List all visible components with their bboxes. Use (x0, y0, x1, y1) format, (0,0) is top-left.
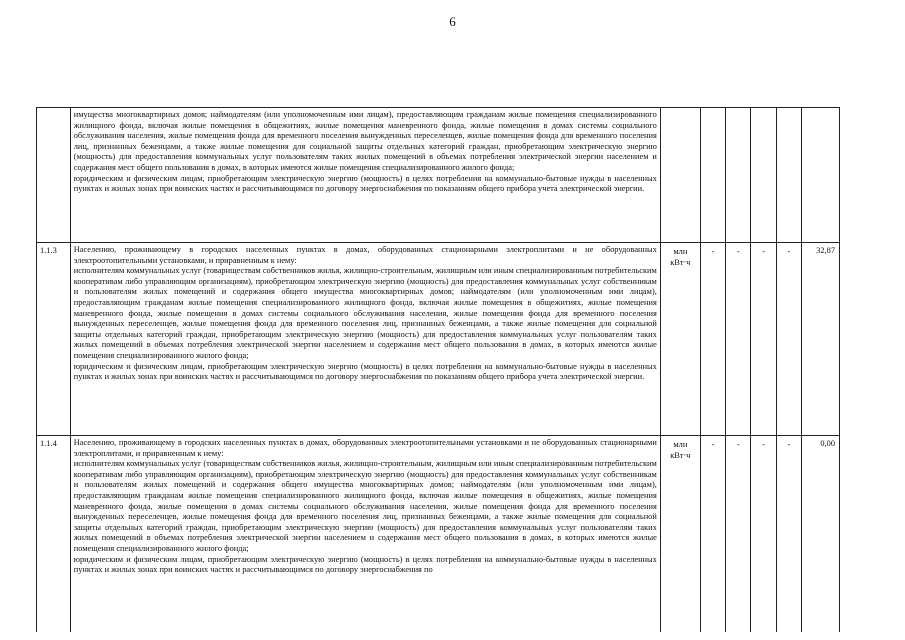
value-cell: - (700, 243, 725, 436)
description-paragraph: юридическим и физическим лицам, приобретающим электрическую энергию (мощность) в целях потребления на коммунально-бытовые нужды в населенных пунктах и жилых зонах при воинских частях и рассчитывающимся по договору энергоснабжения по (73, 554, 657, 575)
row-number (37, 108, 71, 243)
value-cell: - (726, 243, 751, 436)
description-paragraph: исполнителям коммунальных услуг (товариществам собственников жилья, жилищно-строительным, жилищным или иным специализированным потребительским кооперативам либо управляющим организациям), приобретающим электрическую энергию (мощность) для предоставления коммунальных услуг собственникам и пользователям жилых помещений и содержания общего имущества многоквартирных домов; наймодателям (или уполномоченным ими лицам), предоставляющим гражданам жилые помещения специализированного жилищного фонда, включая жилые помещения в общежитиях, жилые помещения маневренного фонда, жилые помещения в домах системы социального обслуживания населения, жилые помещения фонда для временного поселения вынужденных переселенцев, жилые помещения фонда для временного поселения лиц, признанных беженцами, а также жилые помещения для социальной защиты отдельных категорий граждан, приобретающим электрическую энергию (мощность) для предоставления коммунальных услуг пользователям таких жилых помещений в объемах потребления электрической энергии населением и содержания мест общего пользования в домах, в которых имеются жилые помещения специализированного жилого фонда; (73, 266, 657, 360)
value-cell (700, 108, 725, 243)
value-cell: - (776, 436, 801, 633)
value-cell (751, 108, 776, 243)
value-cell: - (700, 436, 725, 633)
row-number: 1.1.3 (37, 243, 71, 436)
description-paragraph: исполнителям коммунальных услуг (товариществам собственников жилья, жилищно-строительным, жилищным или иным специализированным потребительским кооперативам либо управляющим организациям), приобретающим электрическую энергию (мощность) для предоставления коммунальных услуг собственникам и пользователям жилых помещений и содержания общего имущества многоквартирных домов; наймодателям (или уполномоченным ими лицам), предоставляющим гражданам жилые помещения специализированного жилищного фонда, включая жилые помещения в общежитиях, жилые помещения маневренного фонда, жилые помещения в домах системы социального обслуживания населения, жилые помещения фонда для временного поселения вынужденных переселенцев, жилые помещения фонда для временного поселения лиц, признанных беженцами, а также жилые помещения для социальной защиты отдельных категорий граждан, приобретающим электрическую энергию (мощность) для предоставления коммунальных услуг пользователям таких жилых помещений в объемах потребления электрической энергии населением и содержания мест общего пользования в домах, в которых имеются жилые помещения специализированного жилого фонда; (73, 459, 657, 553)
tariff-table (36, 107, 840, 632)
row-description (70, 243, 660, 436)
page-number: 6 (449, 14, 456, 29)
unit-cell: млн кВт·ч (660, 436, 700, 633)
unit-cell (660, 108, 700, 243)
description-heading: Населению, проживающему в городских населенных пунктах в домах, оборудованных стационарными электроплитами и не оборудованных электроотопительными установками, и приравненным к нему: (73, 245, 657, 265)
description-paragraph: юридическим и физическим лицам, приобретающим электрическую энергию (мощность) в целях потребления на коммунально-бытовые нужды в населенных пунктах и жилых зонах при воинских частях и рассчитывающимся по договору энергоснабжения по показаниям общего прибора учета электрической энергии. (73, 361, 657, 382)
description-heading: Населению, проживающему в городских населенных пунктах в домах, оборудованных электроотопительными установками и не оборудованных стационарными электроплитами, и приравненным к нему: (73, 438, 657, 458)
table-row (37, 243, 840, 436)
value-cell: - (726, 436, 751, 633)
total-value-cell: 0,00 (802, 436, 840, 633)
total-value-cell: 32,87 (802, 243, 840, 436)
table-row (37, 436, 840, 633)
description-paragraph: юридическим и физическим лицам, приобретающим электрическую энергию (мощность) в целях потребления на коммунально-бытовые нужды в населенных пунктах и жилых зонах при воинских частях и рассчитывающимся по договору энергоснабжения по показаниям общего прибора учета электрической энергии. (73, 173, 657, 194)
row-number: 1.1.4 (37, 436, 71, 633)
row-description (70, 108, 660, 243)
value-cell: - (776, 243, 801, 436)
unit-cell: млн кВт·ч (660, 243, 700, 436)
value-cell (726, 108, 751, 243)
row-description (70, 436, 660, 633)
total-value-cell (802, 108, 840, 243)
value-cell: - (751, 436, 776, 633)
value-cell: - (751, 243, 776, 436)
table-row (37, 108, 840, 243)
description-paragraph: имущества многоквартирных домов; наймодателям (или уполномоченным ими лицам), предоставляющим гражданам жилые помещения специализированного жилищного фонда, включая жилые помещения в общежитиях, жилые помещения маневренного фонда, жилые помещения в домах системы социального обслуживания населения, жилые помещения фонда для временного поселения вынужденных переселенцев, жилые помещения фонда для временного поселения лиц, признанных беженцами, а также жилые помещения для социальной защиты отдельных категорий граждан, приобретающим электрическую энергию (мощность) для предоставления коммунальных услуг пользователям таких жилых помещений в объемах потребления электрической энергии населением и содержания мест общего пользования в домах, в которых имеются жилые помещения специализированного жилого фонда; (73, 110, 657, 172)
value-cell (776, 108, 801, 243)
